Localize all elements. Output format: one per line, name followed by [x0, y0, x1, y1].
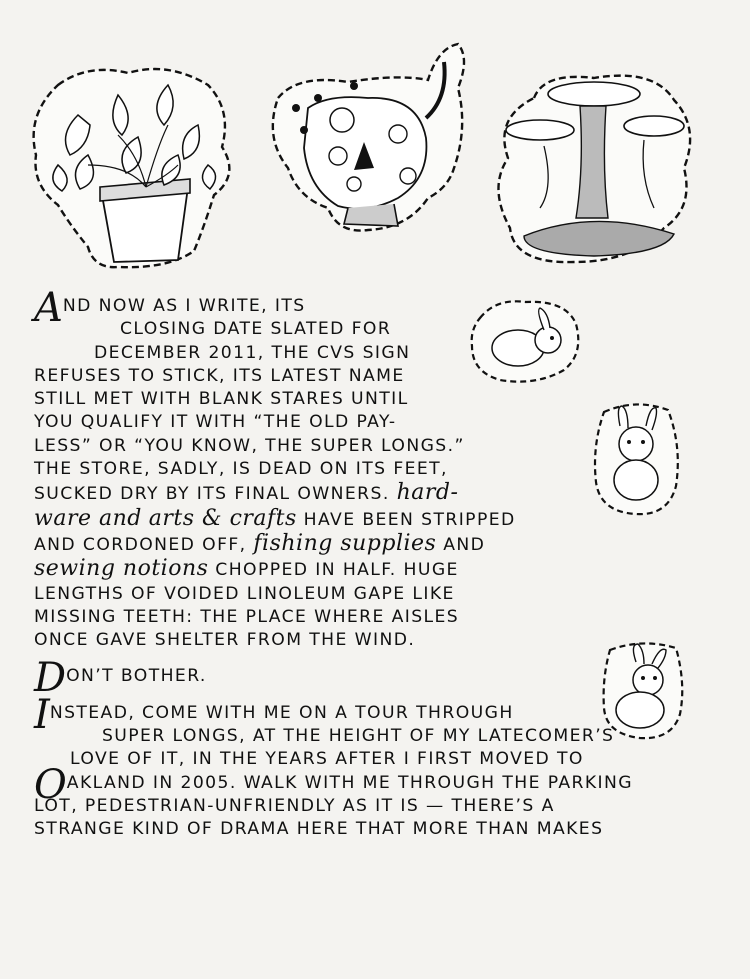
- text-line: INSTEAD, COME WITH ME ON A TOUR THROUGH: [34, 691, 514, 738]
- text-line: ONCE GAVE SHELTER FROM THE WIND.: [34, 630, 416, 651]
- text-line: OAKLAND IN 2005. WALK WITH ME THROUGH THE PARKING: [34, 761, 633, 808]
- text-line: LENGTHS OF VOIDED LINOLEUM GAPE LIKE: [34, 583, 455, 604]
- text-line: SUCKED DRY BY ITS FINAL OWNERS. hard-: [34, 480, 459, 506]
- fountain-icon: [484, 58, 702, 270]
- text-line: ware and arts & crafts HAVE BEEN STRIPPED: [34, 505, 516, 531]
- text-line: STILL MET WITH BLANK STARES UNTIL: [34, 389, 409, 410]
- text-line: SUPER LONGS, AT THE HEIGHT OF MY LATECOMER’S: [102, 726, 615, 747]
- text-line: LOVE OF IT, IN THE YEARS AFTER I FIRST MOVED TO: [70, 749, 584, 770]
- paragraph-1: [34, 285, 694, 652]
- text-line: sewing notions CHOPPED IN HALF. HUGE: [34, 556, 459, 582]
- text-line: LESS” OR “YOU KNOW, THE SUPER LONGS.”: [34, 435, 465, 456]
- body-text: [34, 285, 694, 855]
- text-line: CLOSING DATE SLATED FOR: [120, 319, 392, 340]
- text-line: STRANGE KIND OF DRAMA HERE THAT MORE THAN MAKES: [34, 819, 604, 840]
- text-line: DECEMBER 2011, THE CVS SIGN: [94, 342, 411, 363]
- paragraph-2: [34, 655, 694, 702]
- text-line: LOT, PEDESTRIAN-UNFRIENDLY AS IT IS — THERE’S A: [34, 795, 555, 816]
- text-line: DON’T BOTHER.: [34, 655, 207, 702]
- paragraph-3: [34, 691, 694, 842]
- text-line: THE STORE, SADLY, IS DEAD ON ITS FEET,: [34, 459, 448, 480]
- text-line: YOU QUALIFY IT WITH “THE OLD PAY-: [34, 412, 397, 433]
- text-line: AND CORDONED OFF, fishing supplies AND: [34, 530, 486, 556]
- text-line: MISSING TEETH: THE PLACE WHERE AISLES: [34, 606, 460, 627]
- teapot-icon: [258, 38, 478, 238]
- text-line: AND NOW AS I WRITE, ITS: [34, 285, 306, 331]
- text-line: REFUSES TO STICK, ITS LATEST NAME: [34, 365, 405, 386]
- plant-pot-icon: [18, 55, 246, 277]
